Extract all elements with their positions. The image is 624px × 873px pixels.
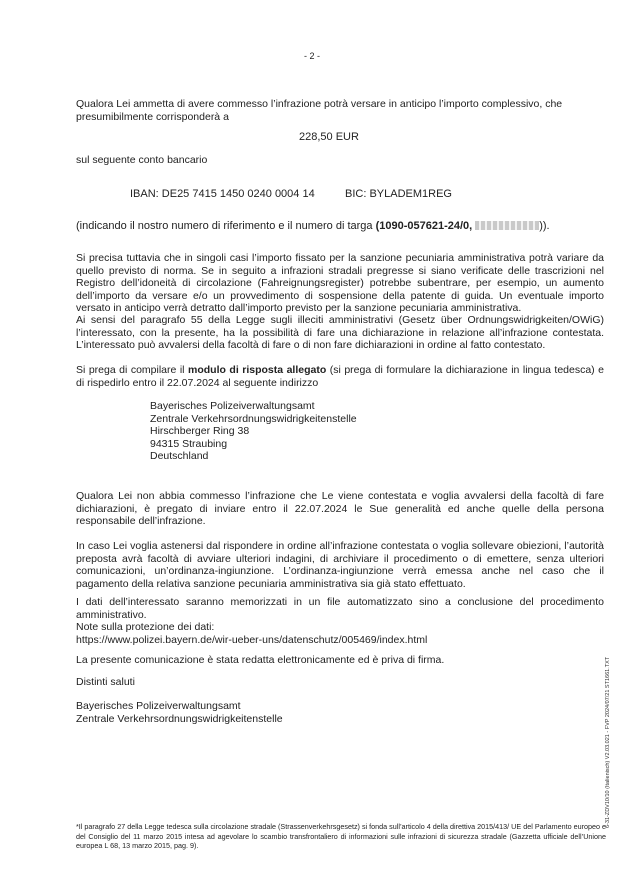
address-line: Zentrale Verkehrsordnungswidrigkeitenstelle: [150, 412, 357, 425]
reference-prefix: (indicando il nostro numero di riferimento e il numero di targa: [76, 220, 376, 232]
electronic-note: La presente comunicazione è stata redatta elettronicamente ed è priva di firma.: [76, 654, 445, 666]
side-code: 6-31-ZDV10/10 (Italienisch) V2.03.021 - FVP 2024/07/21 ST1661.TXT: [605, 656, 611, 828]
address-block: [150, 400, 357, 463]
iban: IBAN: DE25 7415 1450 0240 0004 14: [130, 188, 315, 200]
signature-line: Bayerisches Polizeiverwaltungsamt: [76, 700, 241, 712]
account-intro: sul seguente conto bancario: [76, 154, 208, 166]
data-protection-note-label: Note sulla protezione dei dati:: [76, 621, 215, 633]
note-paragraph: Si precisa tuttavia che in singoli casi l’importo fissato per la sanzione pecuniaria amministrativa potrà variare da quello previsto di norma. Se in seguito a infrazioni stradali pregresse si siano verificate delle trascrizioni nel Registro dell’idoneità di circolazione (Fahreignungsregister) potrebbe subentrare, per esempio, un aumento dell’importo da versare e/o un provvedimento di sospensione della patente di guida. Un eventuale importo versato in anticipo verrà detratto dall’importo previsto per la sanzione pecuniaria amministrativa.: [76, 252, 604, 314]
data-protection-block: [76, 596, 604, 646]
closing: Distinti saluti: [76, 676, 135, 688]
address-line: Hirschberger Ring 38: [150, 425, 250, 437]
form-request-suffix: (si prega di formulare la dichiarazione in lingua tedesca) e di rispedirlo entro il 22.07.2024 al seguente indirizzo: [76, 364, 605, 389]
footnote: *Il paragrafo 27 della Legge tedesca sulla circolazione stradale (Strassenverkehrsgesetz) si fonda sull’articolo 4 della direttiva 2015/413/ UE del Parlamento europeo e del Consiglio del 11 marzo 2015 intesa ad agevolare lo scambio transfrontaliero di informazioni sulle infrazioni di sicurezza stradale (Gazzetta ufficiale dell’Unione europea L 68, 13 marzo 2015, pag. 9).: [76, 822, 606, 850]
law-paragraph: Ai sensi del paragrafo 55 della Legge sugli illeciti amministrativi (Gesetz über Ordnungswidrigkeiten/OWiG) l’interessato, con la presente, ha la possibilità di fare una dichiarazione in relazione all’infrazione contestata. L’interessato può avvalersi della facoltà di fare o di non fare dichiarazioni in ordine al fatto contestato.: [76, 314, 604, 351]
data-protection-url[interactable]: https://www.polizei.bayern.de/wir-ueber-uns/datenschutz/005469/index.html: [76, 633, 428, 646]
redacted-plate: [475, 221, 539, 230]
signature-line: Zentrale Verkehrsordnungswidrigkeitenstelle: [76, 712, 283, 725]
amount: 228,50 EUR: [299, 131, 359, 143]
address-line: Bayerisches Polizeiverwaltungsamt: [150, 400, 315, 412]
form-request-bold: modulo di risposta allegato: [188, 364, 327, 376]
signature-block: [76, 700, 604, 725]
page-number: - 2 -: [303, 51, 320, 61]
bic: BIC: BYLADEM1REG: [345, 188, 452, 200]
data-protection-text: I dati dell’interessato saranno memorizzati in un file automatizzato sino a conclusione del procedimento amministrativo.: [76, 596, 604, 621]
form-request-prefix: Si prega di compilare il: [76, 364, 189, 376]
not-committed-paragraph: Qualora Lei non abbia commesso l’infrazione che Le viene contestata e voglia avvalersi della facoltà di fare dichiarazioni, è pregato di inviare entro il 22.07.2024 le Sue generalità ed anche quelle della persona responsabile dell’infrazione.: [76, 490, 604, 527]
address-line: Deutschland: [150, 450, 209, 462]
form-request-paragraph: [76, 364, 604, 389]
abstain-paragraph: In caso Lei voglia astenersi dal rispondere in ordine all’infrazione contestata o voglia sollevare obiezioni, l’autorità preposta avrà facoltà di avviare ulteriori indagini, di archiviare il procedimento o di emettere, senza ulteriori comunicazioni, un’ordinanza-ingiunzione. L’ordinanza-ingiunzione verrà emessa anche nel caso che il pagamento della relativa sanzione pecuniaria amministrativa sia già stato effettuato.: [76, 540, 604, 590]
intro-paragraph: Qualora Lei ammetta di avere commesso l’infrazione potrà versare in anticipo l’importo complessivo, che presumibilmente corrisponderà a: [76, 98, 563, 123]
reference-line: [76, 220, 604, 233]
address-line: 94315 Straubing: [150, 437, 228, 450]
reference-number: (1090-057621-24/0,: [375, 220, 473, 232]
reference-suffix: )).: [539, 220, 550, 232]
